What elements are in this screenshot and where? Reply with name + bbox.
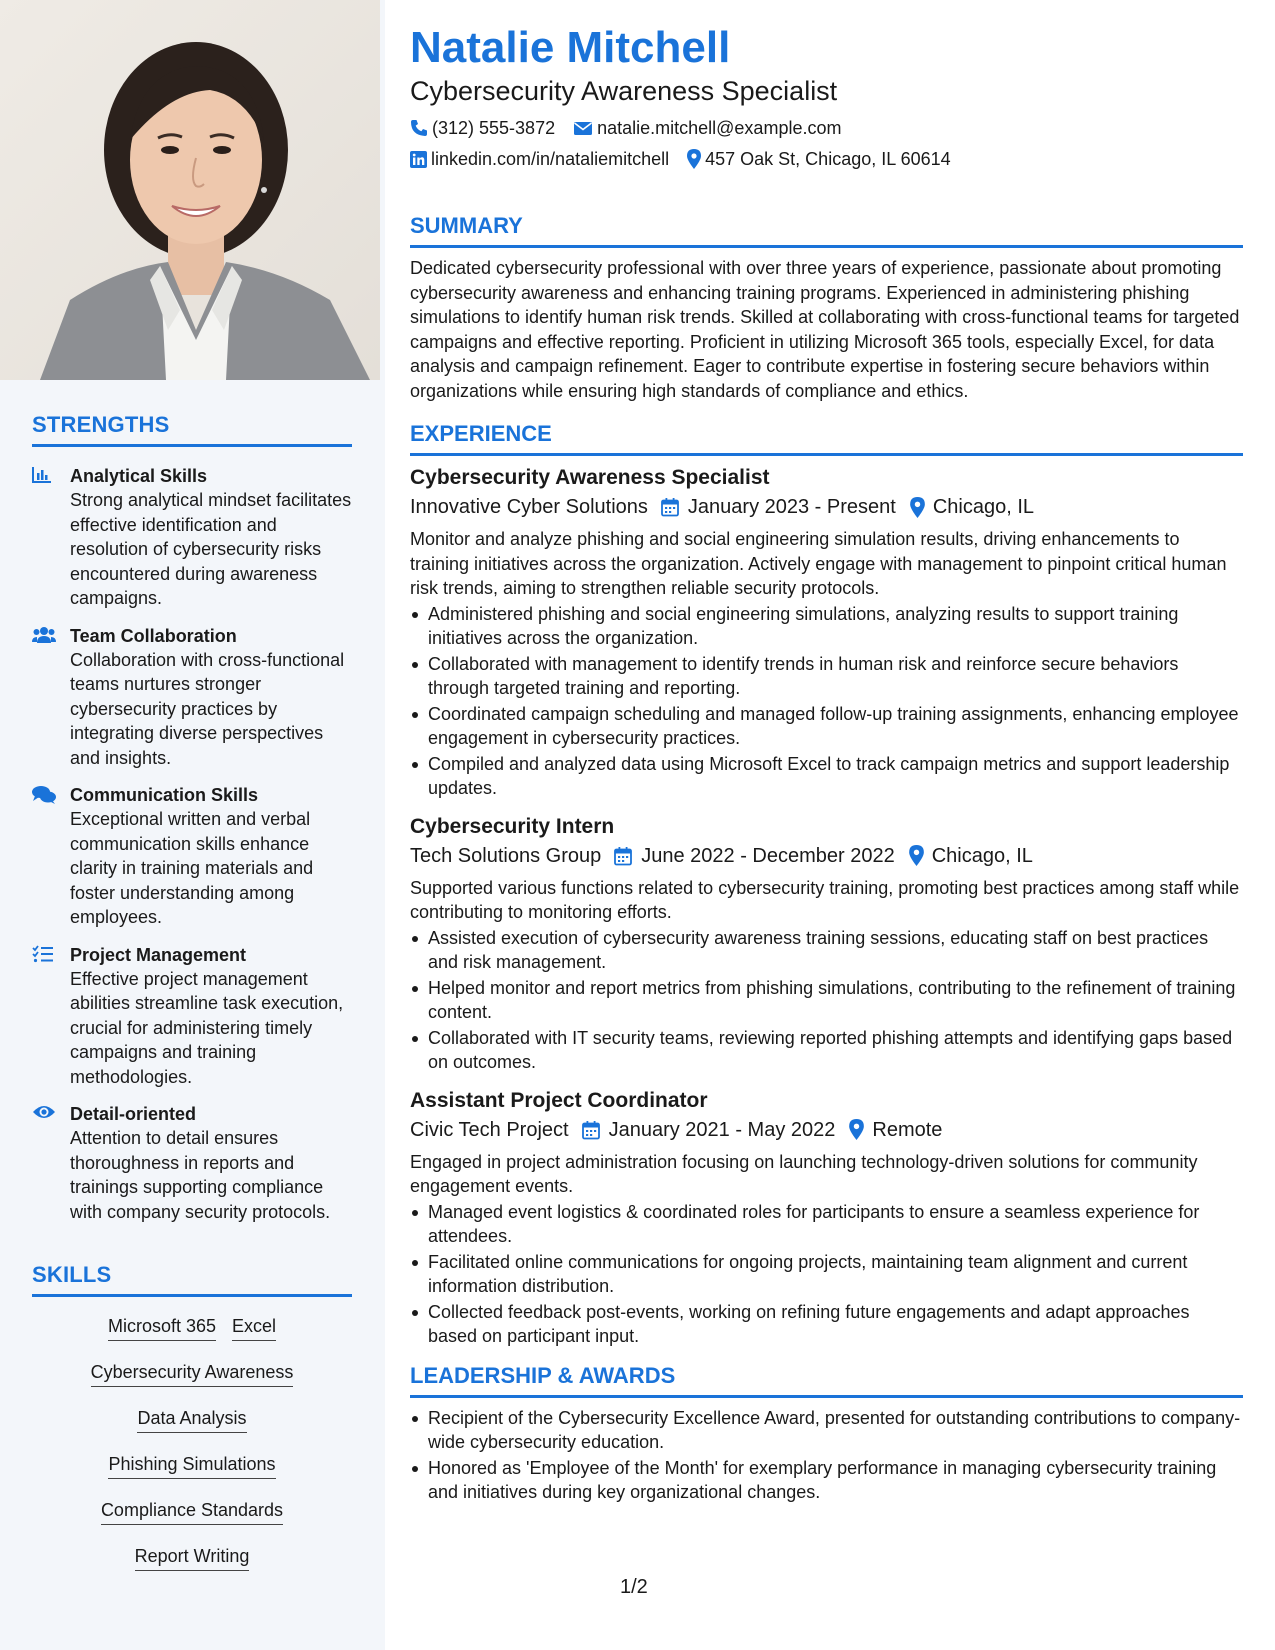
- contact-phone: [410, 116, 555, 140]
- skill-tag: Data Analysis: [137, 1403, 246, 1433]
- list-item: Managed event logistics & coordinated roles for participants to ensure a seamless experience for attendees.: [410, 1200, 1243, 1249]
- phone-icon: [410, 119, 428, 137]
- contact-row: [410, 147, 1243, 171]
- skill-tag: Phishing Simulations: [108, 1449, 275, 1479]
- linkedin-text: linkedin.com/in/nataliemitchell: [431, 149, 670, 169]
- job-location: Chicago, IL: [932, 496, 1034, 518]
- strength-name: Communication Skills: [70, 785, 259, 805]
- job-bullets: [410, 1200, 1243, 1349]
- map-pin-icon: [687, 149, 701, 169]
- map-pin-icon: [909, 845, 924, 866]
- job-entry: [410, 813, 1243, 1075]
- list-item: Collaborated with management to identify trends in human risk and reinforce secure behaviors through targeted training and reporting.: [410, 652, 1243, 701]
- job-dates: January 2021 - May 2022: [608, 1118, 836, 1141]
- list-item: Helped monitor and report metrics from phishing simulations, contributing to the refinement of training content.: [410, 976, 1243, 1025]
- chart-icon: [32, 464, 70, 611]
- strength-desc: Strong analytical mindset facilitates effective identification and resolution of cybersecurity risks encountered during awareness campaigns.: [70, 490, 352, 608]
- strengths-section: [32, 412, 352, 1224]
- strength-item: [32, 783, 352, 930]
- job-company: Tech Solutions Group: [410, 844, 602, 867]
- job-company: Innovative Cyber Solutions: [410, 496, 648, 518]
- list-item: Compiled and analyzed data using Microsoft Excel to track campaign metrics and support leadership updates.: [410, 752, 1243, 801]
- summary-text: Dedicated cybersecurity professional with over three years of experience, passionate about promoting cybersecurity awareness and enhancing training programs. Experienced in administering phishing simulations to identify human risk trends. Skilled at collaborating with cross-functional teams for targeted campaigns and effective reporting. Proficient in utilizing Microsoft 365 tools, especially Excel, for data analysis and campaign refinement. Eager to contribute expertise in fostering secure behaviors within organizations while ensuring high standards of compliance and ethics.: [410, 258, 1240, 401]
- strength-name: Team Collaboration: [70, 625, 237, 646]
- map-pin-icon: [849, 1119, 864, 1140]
- eye-icon: [32, 1102, 70, 1224]
- contact-email: [573, 116, 841, 140]
- list-item: Administered phishing and social engineering simulations, analyzing results to support training initiatives across the organization.: [410, 602, 1243, 651]
- experience-section: [410, 421, 1243, 1349]
- calendar-icon: [581, 1120, 601, 1140]
- list-item: Facilitated online communications for ongoing projects, maintaining team alignment and current information distribution.: [410, 1250, 1243, 1299]
- job-dates: June 2022 - December 2022: [641, 844, 895, 867]
- job-bullets: [410, 602, 1243, 801]
- summary-section: [410, 213, 1243, 403]
- job-title: Assistant Project Coordinator: [410, 1088, 708, 1112]
- job-bullets: [410, 926, 1243, 1075]
- job-meta: [410, 842, 1243, 870]
- strength-item: [32, 1102, 352, 1224]
- linkedin-icon: [410, 151, 427, 168]
- list-item: Honored as 'Employee of the Month' for exemplary performance in managing cybersecurity training and initiatives during key organizational changes.: [410, 1456, 1243, 1505]
- calendar-icon: [613, 846, 633, 866]
- job-location: Chicago, IL: [931, 844, 1033, 867]
- leadership-heading: LEADERSHIP & AWARDS: [410, 1363, 1243, 1398]
- job-title: Cybersecurity Intern: [410, 814, 615, 838]
- job-location: Remote: [872, 1118, 943, 1141]
- contact-address: [687, 147, 951, 171]
- candidate-name: Natalie Mitchell: [410, 23, 731, 72]
- address-text: 457 Oak St, Chicago, IL 60614: [705, 149, 951, 169]
- calendar-icon: [660, 497, 680, 517]
- main-content: [410, 0, 1243, 1506]
- job-entry: [410, 464, 1243, 801]
- comments-icon: [32, 783, 70, 930]
- skill-tag: Excel: [232, 1311, 276, 1341]
- job-meta: [410, 1116, 1243, 1144]
- checklist-icon: [32, 943, 70, 1090]
- strength-item: [32, 943, 352, 1090]
- leadership-bullets: [410, 1406, 1243, 1505]
- strength-name: Analytical Skills: [70, 466, 208, 486]
- phone-text: (312) 555-3872: [432, 118, 556, 138]
- leadership-section: [410, 1363, 1243, 1505]
- job-summary: Engaged in project administration focusing on launching technology-driven solutions for community engagement events.: [410, 1151, 1198, 1196]
- email-text: natalie.mitchell@example.com: [597, 118, 842, 138]
- page-number: 1/2: [620, 1576, 648, 1598]
- sidebar: [0, 0, 385, 1650]
- list-item: Collaborated with IT security teams, reviewing reported phishing attempts and identifying gaps based on outcomes.: [410, 1026, 1243, 1075]
- strength-desc: Collaboration with cross-functional teams nurtures stronger cybersecurity practices by integrating diverse perspectives and insights.: [70, 649, 345, 768]
- skills-section: [32, 1262, 352, 1587]
- summary-heading: SUMMARY: [410, 213, 1243, 248]
- job-entry: [410, 1087, 1243, 1349]
- experience-heading: EXPERIENCE: [410, 421, 1243, 456]
- job-company: Civic Tech Project: [410, 1118, 569, 1141]
- contact-linkedin: [410, 147, 669, 171]
- skill-tag: Report Writing: [135, 1541, 250, 1571]
- map-pin-icon: [910, 497, 925, 518]
- list-item: Coordinated campaign scheduling and managed follow-up training assignments, enhancing employee engagement in cybersecurity practices.: [410, 702, 1243, 751]
- strengths-heading: STRENGTHS: [32, 412, 352, 447]
- skill-tag: Compliance Standards: [101, 1495, 283, 1525]
- strength-name: Detail-oriented: [70, 1104, 197, 1124]
- skills-heading: SKILLS: [32, 1262, 352, 1297]
- job-meta: [410, 493, 1243, 521]
- strength-item: [32, 464, 352, 611]
- contact-row: [410, 116, 1243, 140]
- profile-photo: [0, 0, 380, 380]
- job-summary: Monitor and analyze phishing and social engineering simulation results, driving enhancements to training initiatives across the organization. Actively engage with management to pinpoint critical human risk trends, aiming to strengthen reliable security protocols.: [410, 529, 1227, 598]
- list-item: Recipient of the Cybersecurity Excellence Award, presented for outstanding contributions to company-wide cybersecurity education.: [410, 1406, 1243, 1455]
- list-item: Assisted execution of cybersecurity awareness training sessions, educating staff on best practices and risk management.: [410, 926, 1243, 975]
- strength-item: [32, 624, 352, 771]
- job-summary: Supported various functions related to cybersecurity training, promoting best practices among staff while contributing to monitoring efforts.: [410, 877, 1240, 922]
- job-title: Cybersecurity Awareness Specialist: [410, 466, 770, 489]
- strength-name: Project Management: [70, 944, 247, 965]
- users-icon: [32, 624, 70, 771]
- envelope-icon: [573, 120, 593, 136]
- skill-tag: Cybersecurity Awareness: [91, 1357, 294, 1387]
- list-item: Collected feedback post-events, working on refining future engagements and adapt approaches based on participant input.: [410, 1300, 1243, 1349]
- strength-desc: Attention to detail ensures thoroughness in reports and trainings supporting compliance with company security protocols.: [70, 1128, 331, 1222]
- skills-list: [32, 1311, 352, 1587]
- strength-desc: Exceptional written and verbal communication skills enhance clarity in training materials and foster understanding among employees.: [70, 809, 314, 927]
- candidate-role: Cybersecurity Awareness Specialist: [410, 76, 838, 106]
- skill-tag: Microsoft 365: [108, 1311, 216, 1341]
- strength-desc: Effective project management abilities streamline task execution, crucial for administering timely campaigns and training methodologies.: [70, 968, 344, 1087]
- job-dates: January 2023 - Present: [687, 496, 896, 518]
